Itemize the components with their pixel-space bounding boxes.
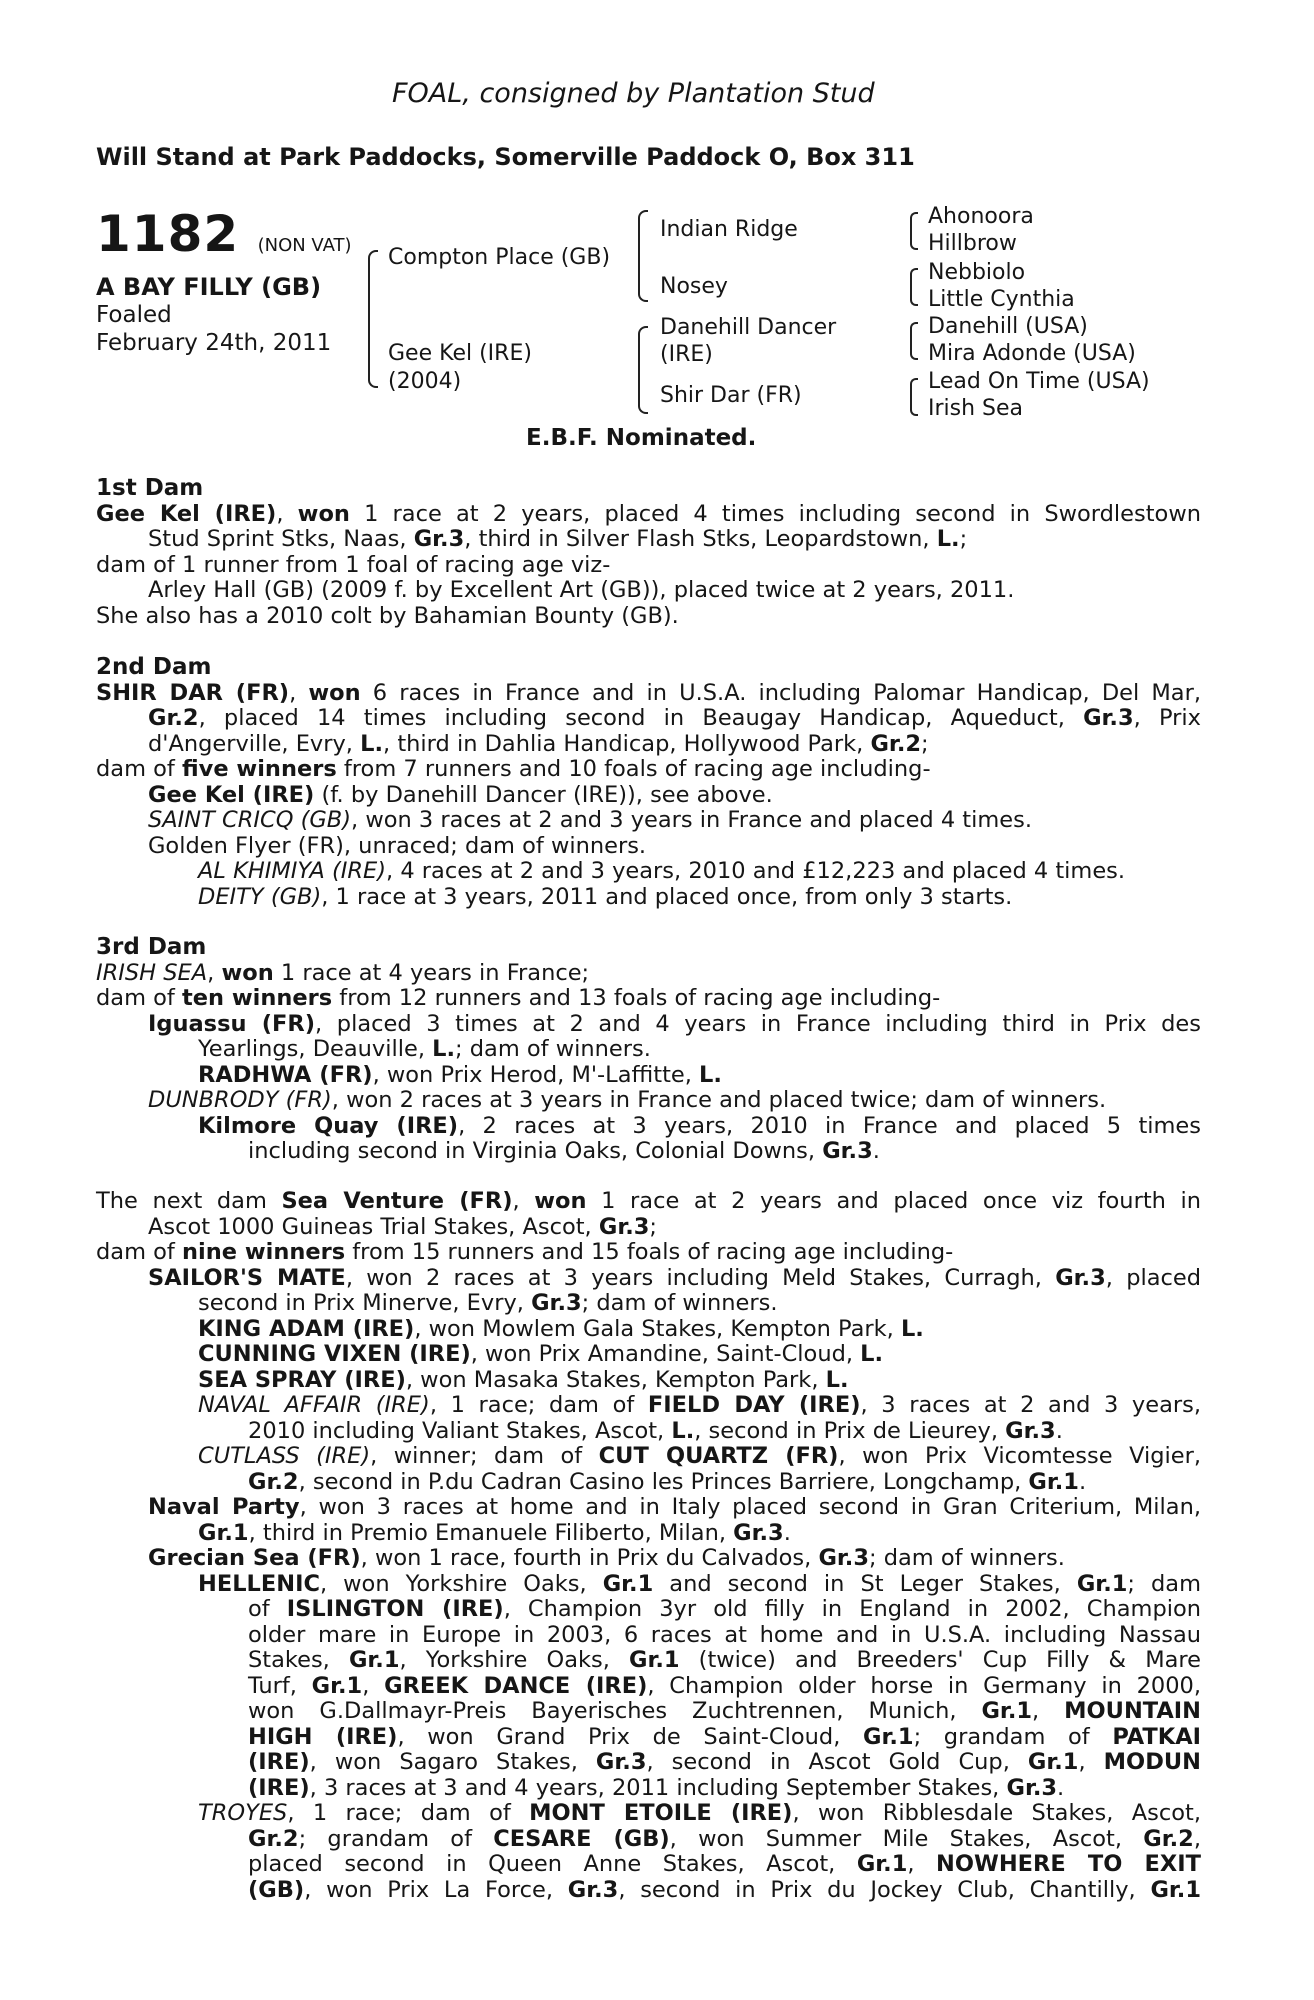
text-line: Grecian Sea (FR), won 1 race, fourth in Prix du Calvados, Gr.3; dam of winners. [148,1545,1065,1571]
text-line: (IRE), 3 races at 3 and 4 years, 2011 including September Stakes, Gr.3. [248,1774,1065,1801]
text-line: Turf, Gr.1, GREEK DANCE (IRE), Champion older horse in Germany in 2000, [248,1672,1201,1699]
pedigree-sire-sire: Indian Ridge [660,217,798,242]
text-line: Arley Hall (GB) (2009 f. by Excellent Art (GB)), placed twice at 2 years, 2011. [148,577,1015,603]
pedigree-g7: Lead On Time (USA) [928,369,1150,394]
lot-description: A BAY FILLY (GB) [96,273,322,301]
text-line: dam of five winners from 7 runners and 10 foals of racing age including- [96,756,931,782]
text-line: of ISLINGTON (IRE), Champion 3yr old filly in England in 2002, Champion [248,1596,1202,1622]
text-line: KING ADAM (IRE), won Mowlem Gala Stakes, Kempton Park, L. [198,1315,924,1342]
text-line: TROYES, 1 race; dam of MONT ETOILE (IRE), won Ribblesdale Stakes, Ascot, [198,1800,1201,1826]
text-line: Kilmore Quay (IRE), 2 races at 3 years, 2010 in France and placed 5 times [198,1112,1201,1139]
text-line: SHIR DAR (FR), won 6 races in France and in U.S.A. including Palomar Handicap, Del Mar, [96,679,1201,706]
pedigree-bracket-g4 [910,378,918,416]
first-dam-section [96,476,1201,629]
pedigree-g3: Nebbiolo [928,260,1026,285]
second-dam-section [96,655,1201,910]
text-line: The next dam Sea Venture (FR), won 1 race at 2 years and placed once viz fourth in [96,1188,1202,1214]
pedigree-dam-sire-l1: Danehill Dancer [660,315,837,340]
pedigree-dam-l2: (2004) [388,369,462,394]
pedigree-g6: Mira Adonde (USA) [928,341,1136,366]
stand-location: Will Stand at Park Paddocks, Somerville Paddock O, Box 311 [96,143,915,171]
text-line: Gr.2, second in P.du Cadran Casino les Princes Barriere, Longchamp, Gr.1. [248,1468,1087,1495]
text-line: Stakes, Gr.1, Yorkshire Oaks, Gr.1 (twice) and Breeders' Cup Filly & Mare [248,1647,1201,1673]
text-line: Iguassu (FR), placed 3 times at 2 and 4 years in France including third in Prix des [148,1010,1201,1037]
third-dam-section [96,935,1201,1165]
text-line: (GB), won Prix La Force, Gr.3, second in Prix du Jockey Club, Chantilly, Gr.1 [248,1876,1201,1903]
text-line: dam of ten winners from 12 runners and 13 foals of racing age including- [96,985,941,1011]
text-line: NAVAL AFFAIR (IRE), 1 race; dam of FIELD DAY (IRE), 3 races at 2 and 3 years, [198,1392,1201,1418]
text-line: Gr.1, third in Premio Emanuele Filiberto, Milan, Gr.3. [198,1519,791,1546]
text-line: 2010 including Valiant Stakes, Ascot, L., second in Prix de Lieurey, Gr.3. [248,1417,1063,1444]
text-line: IRISH SEA, won 1 race at 4 years in France; [96,959,590,986]
text-line: Golden Flyer (FR), unraced; dam of winners. [148,832,647,859]
pedigree-dam-dam: Shir Dar (FR) [660,383,802,408]
text-line: Naval Party, won 3 races at home and in Italy placed second in Gran Criterium, Milan, [148,1494,1201,1520]
text-line: Stud Sprint Stks, Naas, Gr.3, third in Silver Flash Stks, Leopardstown, L.; [148,526,968,552]
text-line: d'Angerville, Evry, L., third in Dahlia Handicap, Hollywood Park, Gr.2; [148,730,929,757]
text-line: HELLENIC, won Yorkshire Oaks, Gr.1 and second in St Leger Stakes, Gr.1; dam [198,1570,1202,1597]
text-line: RADHWA (FR), won Prix Herod, M'-Laffitte, L. [198,1061,722,1088]
text-line: Gee Kel (IRE) (f. by Danehill Dancer (IRE)), see above. [148,781,773,808]
text-line: second in Prix Minerve, Evry, Gr.3; dam of winners. [198,1290,778,1316]
section-heading: 3rd Dam [96,934,207,960]
foaling-date: February 24th, 2011 [96,330,332,356]
pedigree-dam-sire-l2: (IRE) [660,342,713,367]
pedigree-bracket-g2 [910,268,918,306]
text-line: placed second in Queen Anne Stakes, Ascot, Gr.1, NOWHERE TO EXIT [248,1851,1201,1877]
text-line: DUNBRODY (FR), won 2 races at 3 years in France and placed twice; dam of winners. [148,1087,1107,1113]
page-title: FOAL, consigned by Plantation Stud [392,78,875,109]
text-line: (IRE), won Sagaro Stakes, Gr.3, second in Ascot Gold Cup, Gr.1, MODUN [248,1749,1201,1775]
pedigree-g5: Danehill (USA) [928,314,1088,339]
section-heading: 1st Dam [96,475,204,501]
vat-status: (NON VAT) [257,235,352,256]
text-line: SAINT CRICQ (GB), won 3 races at 2 and 3 years in France and placed 4 times. [148,807,1033,833]
section-heading: 2nd Dam [96,654,212,680]
pedigree-sire: Compton Place (GB) [388,245,611,270]
text-line: Gee Kel (IRE), won 1 race at 2 years, placed 4 times including second in Swordlestown [96,500,1201,527]
pedigree-g2: Hillbrow [928,231,1017,256]
pedigree-dam-l1: Gee Kel (IRE) [388,341,532,366]
text-line: Ascot 1000 Guineas Trial Stakes, Ascot, Gr.3; [148,1213,658,1240]
text-line: CUTLASS (IRE), winner; dam of CUT QUARTZ (FR), won Prix Vicomtesse Vigier, [198,1443,1201,1469]
text-line: SAILOR'S MATE, won 2 races at 3 years including Meld Stakes, Curragh, Gr.3, placed [148,1264,1202,1291]
text-line: Gr.2; grandam of CESARE (GB), won Summer Mile Stakes, Ascot, Gr.2, [248,1825,1201,1852]
pedigree-bracket-g1 [910,212,918,250]
next-dam-section [96,1189,1201,1903]
text-line: HIGH (IRE), won Grand Prix de Saint-Cloud, Gr.1; grandam of PATKAI [248,1723,1202,1750]
text-line: DEITY (GB), 1 race at 3 years, 2011 and placed once, from only 3 starts. [198,883,1013,910]
pedigree-g4: Little Cynthia [928,287,1075,312]
pedigree-g8: Irish Sea [928,396,1024,421]
text-line: including second in Virginia Oaks, Colonial Downs, Gr.3. [248,1138,880,1164]
ebf-nominated: E.B.F. Nominated. [526,425,757,451]
lot-number: 1182 (NON VAT) [96,205,352,263]
text-line: SEA SPRAY (IRE), won Masaka Stakes, Kempton Park, L. [198,1366,849,1393]
pedigree-bracket-dam [638,326,648,414]
text-line: Gr.2, placed 14 times including second in Beaugay Handicap, Aqueduct, Gr.3, Prix [148,705,1201,731]
text-line: older mare in Europe in 2003, 6 races at home and in U.S.A. including Nassau [248,1621,1201,1648]
text-line: AL KHIMIYA (IRE), 4 races at 2 and 3 years, 2010 and £12,223 and placed 4 times. [198,858,1126,884]
text-line: Yearlings, Deauville, L.; dam of winners. [198,1036,651,1062]
pedigree-bracket-sire [638,210,648,302]
foaled-label: Foaled [96,302,172,328]
text-line: dam of 1 runner from 1 foal of racing age viz- [96,551,611,578]
text-line: CUNNING VIXEN (IRE), won Prix Amandine, Saint-Cloud, L. [198,1341,884,1367]
pedigree-sire-dam: Nosey [660,274,728,299]
pedigree-bracket-main [368,250,378,388]
pedigree-g1: Ahonoora [928,204,1034,229]
pedigree-bracket-g3 [910,322,918,360]
text-line: won G.Dallmayr-Preis Bayerisches Zuchtrennen, Munich, Gr.1, MOUNTAIN [248,1698,1201,1724]
text-line: dam of nine winners from 15 runners and 15 foals of racing age including- [96,1239,954,1265]
text-line: She also has a 2010 colt by Bahamian Bounty (GB). [96,602,679,629]
